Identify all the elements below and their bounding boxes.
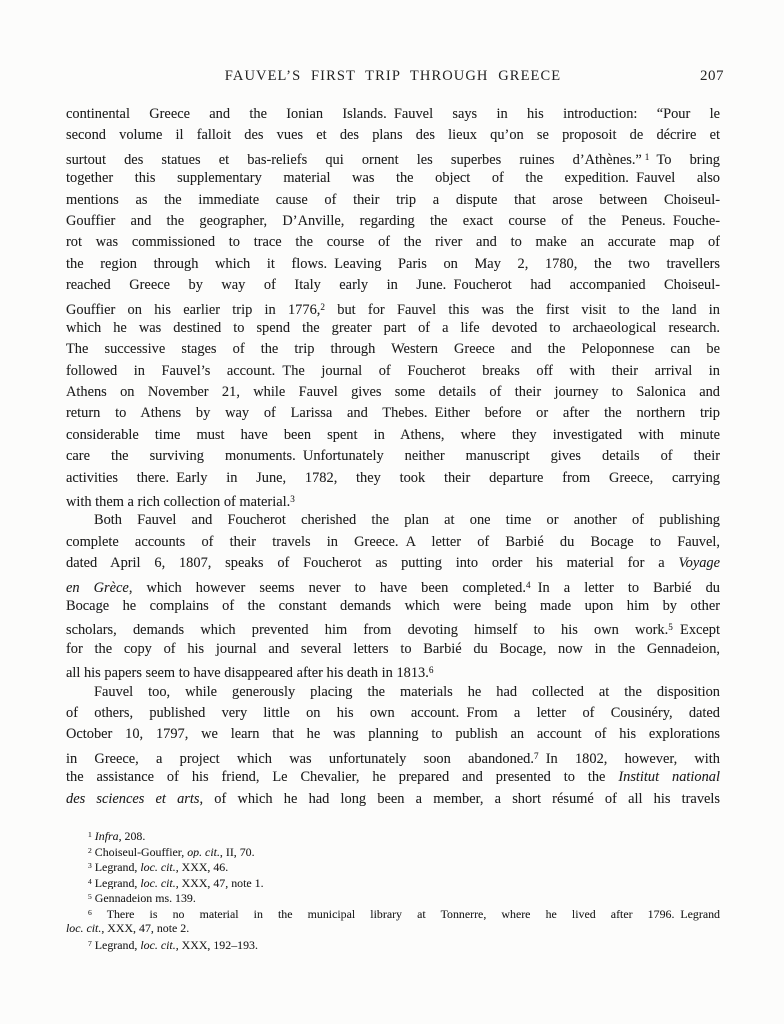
text-segment: , XXX, 46. xyxy=(175,860,229,874)
text-line xyxy=(66,125,720,146)
footnote-line xyxy=(66,889,720,905)
footnote-line xyxy=(66,921,720,937)
text-segment: , II, 70. xyxy=(219,844,255,859)
text-line xyxy=(66,703,720,724)
text-segment: , which however seems never to have been completed. xyxy=(128,579,526,596)
footnote-ref: 3 xyxy=(290,494,295,505)
text-segment: return to Athens by way of Larissa and Thebes. Either before or after the northern trip xyxy=(66,405,720,422)
footnote-number: 7 xyxy=(88,939,92,949)
paragraph xyxy=(66,104,720,510)
footnote-line xyxy=(66,843,720,859)
text-segment: , XXX, 192–193. xyxy=(175,938,258,952)
footnote-number: 3 xyxy=(88,861,92,871)
paragraph xyxy=(66,682,720,810)
text-segment: loc. cit. xyxy=(140,860,176,874)
footnote-ref: 1 xyxy=(644,151,650,162)
footnote-number: 2 xyxy=(88,845,92,855)
text-segment: Both Fauvel and Foucherot cherished the plan at one time or another of publishing xyxy=(94,512,720,529)
footnote-line xyxy=(66,905,720,921)
text-line xyxy=(66,361,720,382)
text-segment: October 10, 1797, we learn that he was planning to publish an account of his explorations xyxy=(66,726,720,743)
text-segment: complete accounts of their travels in Greece. A letter of Barbié du Bocage to Fauvel, xyxy=(66,533,720,550)
text-segment: Fauvel too, while generously placing the materials he had collected at the disposition xyxy=(94,683,720,700)
text-segment: Gouffier and the geographer, D’Anville, regarding the exact course of the Peneus. Fouche- xyxy=(66,212,720,229)
text-line xyxy=(66,532,720,553)
text-segment: op. cit. xyxy=(187,844,220,859)
text-segment: , XXX, 47, note 2. xyxy=(101,920,190,935)
text-segment: loc. cit. xyxy=(66,920,102,935)
footnote-line xyxy=(66,858,720,874)
text-line xyxy=(66,168,720,189)
footnote xyxy=(66,858,720,874)
text-segment: In 1802, however, with xyxy=(538,750,720,767)
footnote-line xyxy=(66,827,720,843)
footnote xyxy=(66,936,720,952)
text-segment: all his papers seem to have disappeared after his death in 1813. xyxy=(66,665,429,682)
text-segment: in Greece, a project which was unfortunately soon abandoned. xyxy=(66,750,534,767)
text-segment: rot was commissioned to trace the course of the river and to make an accurate map of xyxy=(66,234,720,251)
text-segment: en Grèce xyxy=(66,579,129,596)
paragraph xyxy=(66,510,720,681)
text-segment: mentions as the immediate cause of their trip a dispute that arose between Choiseul- xyxy=(66,191,720,208)
text-segment: dated April 6, 1807, speaks of Foucherot as putting into order his material for a xyxy=(66,555,679,572)
text-segment: Legrand, xyxy=(91,860,141,874)
text-line xyxy=(66,403,720,424)
text-line xyxy=(66,746,720,767)
text-line xyxy=(66,510,720,531)
page-header xyxy=(66,66,724,86)
footnote xyxy=(66,827,720,843)
text-segment: activities there. Early in June, 1782, they took their departure from Greece, carrying xyxy=(66,469,720,486)
text-segment: In a letter to Barbié du xyxy=(530,579,720,596)
text-segment: Gennadeion ms. 139. xyxy=(91,891,196,905)
text-segment: loc. cit. xyxy=(140,938,176,952)
text-line xyxy=(66,639,720,660)
text-segment: which he was destined to spend the greater part of a life devoted to archaeological research. xyxy=(66,319,720,336)
text-line xyxy=(66,232,720,253)
text-segment: Institut national xyxy=(618,769,720,786)
text-segment: but for Fauvel this was the first visit to the land in xyxy=(324,301,720,318)
text-segment: There is no material in the municipal library at Tonnerre, where he lived after 1796. Legrand xyxy=(91,907,720,921)
footnote-line xyxy=(66,936,720,952)
text-line xyxy=(66,660,720,681)
text-segment: Legrand, xyxy=(91,938,141,952)
text-segment: Legrand, xyxy=(91,875,141,890)
footnote-ref: 4 xyxy=(525,579,531,590)
text-line xyxy=(66,446,720,467)
text-line xyxy=(66,425,720,446)
text-line xyxy=(66,553,720,574)
text-segment: second volume il falloit des vues et des plans des lieux qu’on se proposoit de décrire et xyxy=(66,127,720,144)
text-segment: scholars, demands which prevented him from devoting himself to his own work. xyxy=(66,622,669,639)
footnote-ref: 7 xyxy=(533,750,539,761)
text-segment: of others, published very little on his own account. From a letter of Cousinéry, dated xyxy=(66,704,720,721)
text-line xyxy=(66,254,720,275)
text-segment: The successive stages of the trip through Western Greece and the Peloponnese can be xyxy=(66,341,720,358)
text-line xyxy=(66,596,720,617)
text-segment: Gouffier on his earlier trip in 1776, xyxy=(66,301,321,318)
text-segment: loc. cit. xyxy=(140,875,176,890)
footnote-ref: 5 xyxy=(668,622,673,633)
text-segment: Athens on November 21, while Fauvel gives some details of their journey to Salonica and xyxy=(66,384,720,401)
footnote-line xyxy=(66,874,720,890)
text-segment: together this supplementary material was the object of the expedition. Fauvel also xyxy=(66,170,720,187)
text-line xyxy=(66,211,720,232)
text-segment: To bring xyxy=(649,151,720,168)
text-line xyxy=(66,682,720,703)
text-segment: , XXX, 47, note 1. xyxy=(175,875,264,890)
text-line xyxy=(66,104,720,125)
text-line xyxy=(66,489,720,510)
text-segment: for the copy of his journal and several letters to Barbié du Bocage, now in the Gennadeion, xyxy=(66,640,720,657)
text-segment: des sciences et arts xyxy=(66,790,200,807)
text-line xyxy=(66,297,720,318)
text-segment: surtout des statues et bas-reliefs qui ornent les superbes ruines d’Athènes.” xyxy=(66,151,645,168)
text-line xyxy=(66,789,720,810)
text-segment: care the surviving monuments. Unfortunately neither manuscript gives details of their xyxy=(66,448,720,465)
text-segment: Except xyxy=(672,622,720,639)
text-segment: considerable time must have been spent in Athens, where they investigated with minute xyxy=(66,426,720,443)
footnote-number: 6 xyxy=(88,907,92,917)
text-segment: continental Greece and the Ionian Islands. Fauvel says in his introduction: “Pour le xyxy=(66,106,720,122)
text-line xyxy=(66,617,720,638)
text-segment: the assistance of his friend, Le Chevalier, he prepared and presented to the xyxy=(66,769,619,786)
text-line xyxy=(66,275,720,296)
text-line xyxy=(66,724,720,745)
footnote xyxy=(66,843,720,859)
text-line xyxy=(66,190,720,211)
footnote xyxy=(66,889,720,905)
footnote-ref: 6 xyxy=(428,665,434,676)
footnote-number: 4 xyxy=(88,876,92,886)
footnote-number: 1 xyxy=(88,830,92,839)
text-segment: , 208. xyxy=(118,829,146,843)
text-line xyxy=(66,767,720,788)
text-line xyxy=(66,339,720,360)
text-line xyxy=(66,382,720,403)
text-segment: reached Greece by way of Italy early in June. Foucherot had accompanied Choiseul- xyxy=(66,277,720,294)
text-segment: Bocage he complains of the constant demands which were being made upon him by other xyxy=(66,597,720,614)
text-line xyxy=(66,575,720,596)
footnote-ref: 2 xyxy=(320,301,325,312)
text-segment: Infra xyxy=(94,829,119,843)
text-segment: , of which he had long been a member, a short résumé of all his travels xyxy=(199,790,720,807)
text-segment: the region through which it flows. Leaving Paris on May 2, 1780, the two travellers xyxy=(66,255,720,272)
text-line xyxy=(66,147,720,168)
footnote xyxy=(66,905,720,936)
running-head-title: FAUVEL’S FIRST TRIP THROUGH GREECE xyxy=(224,68,562,84)
footnotes xyxy=(66,827,720,952)
body-text xyxy=(66,104,720,810)
page-number: 207 xyxy=(700,68,724,84)
text-segment: with them a rich collection of material. xyxy=(66,493,291,510)
text-segment: Voyage xyxy=(678,555,720,572)
footnote-number: 5 xyxy=(88,892,92,902)
text-line xyxy=(66,318,720,339)
text-segment: followed in Fauvel’s account. The journal of Foucherot breaks off with their arrival in xyxy=(66,362,720,379)
footnote xyxy=(66,874,720,890)
text-line xyxy=(66,468,720,489)
text-segment: Choiseul-Gouffier, xyxy=(91,844,188,859)
